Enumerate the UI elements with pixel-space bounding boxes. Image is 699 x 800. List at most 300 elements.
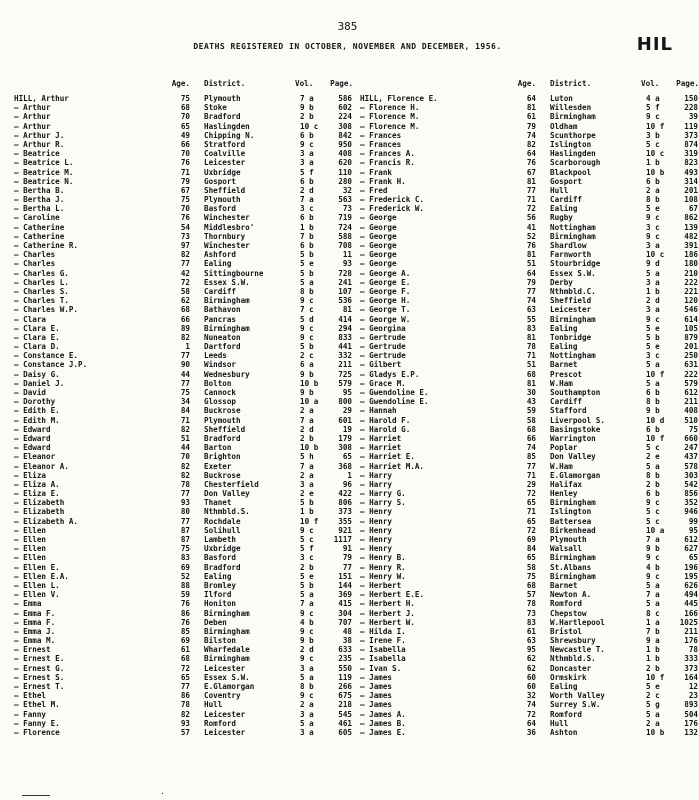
entry-district: Leicester (204, 663, 246, 673)
entry-vol: 5 a (646, 268, 660, 278)
entry-district: Romford (204, 718, 237, 728)
entry-page: 224 (338, 112, 352, 122)
entry-name: — Harriet E. (360, 452, 415, 462)
entry-age: 89 (180, 323, 190, 333)
entry-page: 164 (684, 672, 698, 682)
entry-page: 441 (338, 342, 352, 352)
entry-district: Islington (550, 507, 592, 517)
entry-page: 612 (684, 388, 698, 397)
entry-age: 74 (526, 700, 536, 710)
entry-vol: 5 b (300, 342, 314, 352)
entry-name: — Charles (14, 259, 56, 269)
entry-name: — Bertha J. (14, 195, 65, 205)
entry-vol: 2 b (646, 663, 660, 673)
entry-page: 563 (338, 195, 352, 205)
entry-page: 504 (684, 709, 698, 719)
entry-name: — George F. (360, 286, 411, 296)
entry-page: 222 (684, 369, 698, 379)
entry-district: Chipping N. (204, 130, 255, 140)
entry-vol: 9 c (646, 213, 660, 223)
entry-page: 81 (342, 305, 352, 315)
entry-page: 65 (688, 553, 698, 563)
entry-page: 614 (684, 314, 698, 324)
entry-vol: 7 a (300, 415, 314, 425)
entry-district: Haslingden (204, 121, 250, 131)
entry-page: 95 (342, 388, 352, 397)
entry-age: 77 (526, 185, 536, 195)
entry-name: — Clara E. (14, 323, 60, 333)
page-header: Page. (330, 79, 353, 88)
entry-vol: 9 c (300, 525, 314, 535)
entry-name: HILL, Arthur (14, 94, 69, 103)
entry-vol: 3 a (300, 663, 314, 673)
entry-vol: 10 b (300, 378, 319, 388)
entry-district: W.Hartlepool (550, 617, 605, 627)
entry-district: Birmingham (204, 608, 250, 618)
entry-district: Thornbury (204, 231, 246, 241)
entry-district: Nottingham (550, 351, 596, 361)
entry-vol: 5 c (646, 443, 660, 453)
entry-name: — Charles S. (14, 286, 69, 296)
entry-age: 77 (180, 351, 190, 361)
entry-age: 64 (526, 718, 536, 728)
entry-vol: 9 c (300, 332, 314, 342)
entry-page: 862 (684, 213, 698, 223)
entry-vol: 2 b (300, 433, 314, 443)
entry-vol: 9 c (646, 571, 660, 581)
entry-name: — Fanny (14, 709, 47, 719)
entry-name: — Gertrude (360, 342, 406, 352)
entry-age: 30 (526, 388, 536, 397)
entry-age: 60 (526, 682, 536, 691)
entry-page: 422 (338, 489, 352, 499)
entry-district: Luton (550, 94, 573, 103)
entry-page: 602 (338, 103, 352, 113)
entry-page: 626 (684, 580, 698, 590)
entry-district: Leicester (204, 709, 246, 719)
entry-page: 105 (684, 323, 698, 333)
entry-page: 631 (684, 360, 698, 370)
entry-page: 415 (338, 599, 352, 609)
entry-district: Coalville (204, 149, 246, 159)
entry-district: Farnworth (550, 250, 592, 260)
entry-name: — Arthur (14, 103, 51, 113)
entry-page: 536 (338, 296, 352, 306)
entry-age: 71 (526, 195, 536, 205)
entry-name: — George E. (360, 277, 411, 287)
entry-district: Bolton (204, 378, 232, 388)
entry-age: 58 (180, 286, 190, 296)
entry-name: — Ellen (14, 544, 47, 554)
entry-name: — Daniel J. (14, 378, 65, 388)
entry-vol: 2 d (300, 424, 314, 434)
entry-page: 391 (684, 241, 698, 250)
entry-name: — Harriet M.A. (360, 461, 425, 471)
entry-name: — Herbert J. (360, 608, 415, 618)
entry-page: 579 (684, 378, 698, 388)
entry-district: Buckrose (204, 406, 241, 416)
entry-district: Middlesbro' (204, 222, 255, 232)
entry-age: 59 (180, 590, 190, 600)
entry-age: 68 (526, 369, 536, 379)
entry-age: 51 (180, 433, 190, 443)
entry-vol: 7 a (300, 599, 314, 609)
entry-district: Barnet (550, 360, 578, 370)
entry-age: 70 (180, 112, 190, 122)
entry-vol: 10 a (300, 397, 319, 407)
entry-age: 65 (180, 121, 190, 131)
entry-name: — Eleanor A. (14, 461, 69, 471)
entry-name: — Henry (360, 507, 393, 517)
district-header: District. (550, 79, 592, 88)
entry-district: Nthmbld.C. (550, 286, 596, 296)
entry-page: 950 (338, 139, 352, 149)
entry-district: Doncaster (550, 663, 592, 673)
entry-age: 43 (526, 397, 536, 407)
entry-age: 77 (180, 378, 190, 388)
entry-district: Bristol (550, 626, 583, 636)
entry-district: Birmingham (204, 626, 250, 636)
entry-age: 76 (180, 213, 190, 223)
entry-name: — Bertha B. (14, 185, 65, 195)
entry-age: 71 (180, 167, 190, 177)
entry-name: — Harry G. (360, 489, 406, 499)
entry-vol: 1 b (646, 158, 660, 168)
entry-district: Birmingham (550, 553, 596, 563)
entry-page: 32 (342, 185, 352, 195)
entry-name: — Frances (360, 139, 402, 149)
entry-vol: 8 b (300, 286, 314, 296)
entry-vol: 1 b (646, 286, 660, 296)
entry-vol: 9 c (300, 691, 314, 701)
entry-age: 83 (180, 553, 190, 563)
page-number: 385 (337, 20, 358, 33)
entry-district: Romford (550, 599, 583, 609)
entry-district: Ormskirk (550, 672, 587, 682)
entry-page: 108 (684, 195, 698, 205)
entry-age: 71 (526, 470, 536, 480)
entry-page: 823 (684, 158, 698, 168)
entry-district: Leicester (550, 305, 592, 315)
entry-age: 72 (180, 277, 190, 287)
entry-name: — Clara (14, 314, 47, 324)
entry-district: Hull (550, 718, 569, 728)
entry-page: 833 (338, 332, 352, 342)
entry-page: 627 (684, 544, 698, 554)
entry-vol: 9 b (300, 103, 314, 113)
entry-age: 66 (180, 139, 190, 149)
entry-vol: 2 d (646, 296, 660, 306)
entry-vol: 7 a (300, 195, 314, 205)
entry-name: — Ernest S. (14, 672, 65, 682)
entry-district: Nthmbld.S. (204, 507, 250, 517)
entry-page: 550 (338, 663, 352, 673)
entry-name: — Frances A. (360, 149, 415, 159)
entry-district: Exeter (204, 461, 232, 471)
entry-district: Birmingham (550, 112, 596, 122)
entry-vol: 9 c (300, 608, 314, 618)
entry-page: 222 (684, 277, 698, 287)
entry-age: 79 (180, 176, 190, 186)
entry-page: 373 (338, 507, 352, 517)
entry-district: Deben (204, 617, 227, 627)
entry-vol: 5 a (646, 599, 660, 609)
entry-page: 586 (338, 94, 352, 103)
entry-age: 34 (180, 397, 190, 407)
entry-age: 72 (526, 709, 536, 719)
entry-name: — Edith E. (14, 406, 60, 416)
entry-age: 57 (526, 590, 536, 600)
entry-vol: 5 d (300, 314, 314, 324)
entry-age: 58 (526, 415, 536, 425)
entry-vol: 7 a (646, 535, 660, 544)
entry-vol: 9 c (300, 139, 314, 149)
entry-district: Stafford (550, 406, 587, 416)
entry-name: — Gwendoline E. (360, 397, 429, 407)
entry-district: Pancras (204, 314, 237, 324)
entry-page: 195 (684, 571, 698, 581)
entry-vol: 3 a (300, 709, 314, 719)
entry-age: 82 (180, 470, 190, 480)
entry-page: 12 (688, 682, 698, 691)
entry-vol: 5 a (646, 709, 660, 719)
entry-name: — George (360, 222, 397, 232)
entry-page: 579 (338, 378, 352, 388)
entry-district: Liverpool S. (550, 415, 605, 425)
entry-name: — Bertha L. (14, 204, 65, 214)
entry-district: Derby (550, 277, 573, 287)
entry-page: 660 (684, 433, 698, 443)
entry-name: — Henry R. (360, 562, 406, 572)
entry-page: 333 (684, 654, 698, 664)
entry-vol: 1 b (300, 507, 314, 517)
entry-age: 70 (180, 204, 190, 214)
entry-name: — Frank H. (360, 176, 406, 186)
entry-page: 921 (338, 525, 352, 535)
entry-vol: 3 c (646, 222, 660, 232)
entry-age: 29 (526, 479, 536, 489)
entry-district: Essex S.W. (204, 277, 250, 287)
entry-name: — Harriet (360, 433, 402, 443)
entry-name: — Emma F. (14, 617, 56, 627)
entry-name: — David (14, 388, 47, 397)
entry-vol: 2 b (646, 479, 660, 489)
vol-header: Vol. (641, 79, 660, 88)
entry-age: 87 (180, 525, 190, 535)
entry-page: 874 (684, 139, 698, 149)
entry-age: 85 (526, 452, 536, 462)
entry-page: 119 (338, 672, 352, 682)
entry-age: 1 (185, 342, 190, 352)
entry-age: 75 (180, 388, 190, 397)
entry-age: 51 (526, 259, 536, 269)
entry-page: 201 (684, 185, 698, 195)
entry-page: 38 (342, 636, 352, 646)
entry-page: 800 (338, 397, 352, 407)
entry-page: 445 (684, 599, 698, 609)
entry-vol: 5 c (646, 139, 660, 149)
entry-vol: 5 e (300, 259, 314, 269)
entry-name: — Beatrice N. (14, 176, 74, 186)
entry-age: 63 (526, 305, 536, 315)
entry-age: 82 (180, 709, 190, 719)
entry-district: Gosport (204, 176, 237, 186)
entry-name: — Catherine R. (14, 241, 79, 250)
entry-district: Dartford (204, 342, 241, 352)
entry-age: 58 (526, 562, 536, 572)
entry-district: Bilston (204, 636, 237, 646)
entry-vol: 2 c (646, 691, 660, 701)
entry-age: 64 (526, 149, 536, 159)
entry-page: 601 (338, 415, 352, 425)
entry-page: 728 (338, 268, 352, 278)
entry-age: 62 (526, 663, 536, 673)
entry-name: — Hilda I. (360, 626, 406, 636)
entry-page: 724 (338, 222, 352, 232)
entry-age: 69 (526, 535, 536, 544)
entry-district: Sittingbourne (204, 268, 264, 278)
entry-district: Lambeth (204, 535, 237, 544)
entry-age: 76 (526, 241, 536, 250)
age-header: Age. (517, 79, 536, 88)
entry-name: — James A. (360, 709, 406, 719)
entry-age: 81 (526, 176, 536, 186)
entry-name: — James (360, 672, 393, 682)
entry-name: — Charles G. (14, 268, 69, 278)
entry-page: 186 (684, 250, 698, 260)
entry-age: 93 (180, 718, 190, 728)
entry-district: Basford (204, 204, 237, 214)
entry-age: 79 (526, 277, 536, 287)
entry-age: 36 (526, 727, 536, 737)
entry-page: 218 (338, 700, 352, 710)
entry-name: — Henry (360, 544, 393, 554)
entry-name: — Elizabeth A. (14, 516, 79, 526)
entry-name: — Herbert E.E. (360, 590, 425, 600)
entry-age: 70 (180, 149, 190, 159)
entry-name: — George H. (360, 296, 411, 306)
entry-vol: 2 d (300, 185, 314, 195)
entry-page: 494 (684, 590, 698, 600)
entry-page: 304 (338, 608, 352, 618)
entry-vol: 10 d (646, 415, 665, 425)
entry-district: Ealing (204, 259, 232, 269)
entry-vol: 9 c (300, 323, 314, 333)
entry-vol: 10 a (646, 525, 665, 535)
entry-district: Coventry (204, 691, 241, 701)
entry-vol: 6 b (646, 176, 660, 186)
entry-age: 81 (526, 378, 536, 388)
entry-district: Ealing (550, 323, 578, 333)
entry-name: — Ellen L. (14, 580, 60, 590)
entry-district: St.Albans (550, 562, 592, 572)
entry-age: 65 (526, 516, 536, 526)
entry-vol: 3 b (646, 130, 660, 140)
entry-district: Gosport (550, 176, 583, 186)
entry-district: Ealing (204, 571, 232, 581)
entry-district: Scunthorpe (550, 130, 596, 140)
entry-district: Bathavon (204, 305, 241, 315)
entry-district: Essex S.W. (204, 672, 250, 682)
entry-age: 77 (180, 259, 190, 269)
entry-name: — Ellen (14, 553, 47, 563)
entry-district: Rochdale (204, 516, 241, 526)
entry-district: Halifax (550, 479, 583, 489)
entry-age: 90 (180, 360, 190, 370)
entry-vol: 3 a (646, 277, 660, 287)
entry-vol: 10 f (646, 369, 665, 379)
footer-rule (22, 795, 50, 796)
entry-district: Uxbridge (204, 167, 241, 177)
entry-age: 61 (526, 112, 536, 122)
entry-vol: 9 c (646, 112, 660, 122)
entry-vol: 5 c (646, 507, 660, 517)
entry-district: Basingstoke (550, 424, 601, 434)
entry-vol: 2 b (300, 112, 314, 122)
entry-district: Thanet (204, 498, 232, 508)
footer-mark: · (160, 789, 165, 798)
entry-age: 68 (180, 305, 190, 315)
entry-page: 96 (342, 479, 352, 489)
entry-name: — Clara E. (14, 332, 60, 342)
entry-page: 247 (684, 443, 698, 453)
entry-name: — Gwendoline E. (360, 388, 429, 397)
entry-name: — Gladys E.P. (360, 369, 420, 379)
entry-age: 82 (526, 139, 536, 149)
entry-age: 82 (180, 461, 190, 471)
entry-district: W.Ham (550, 378, 573, 388)
entry-district: Newcastle T. (550, 645, 605, 655)
entry-district: Poplar (550, 443, 578, 453)
entry-name: — Ethel M. (14, 700, 60, 710)
entry-age: 44 (180, 369, 190, 379)
entry-vol: 10 c (646, 250, 665, 260)
entry-vol: 10 f (646, 672, 665, 682)
entry-page: 110 (338, 167, 352, 177)
entry-age: 77 (180, 516, 190, 526)
entry-name: — George (360, 250, 397, 260)
entry-age: 93 (180, 498, 190, 508)
entry-district: Essex S.W. (550, 268, 596, 278)
entry-age: 64 (526, 94, 536, 103)
entry-age: 62 (180, 296, 190, 306)
entry-district: Winchester (204, 213, 250, 223)
entry-age: 73 (180, 231, 190, 241)
entry-vol: 8 b (646, 397, 660, 407)
entry-page: 408 (684, 406, 698, 416)
entry-name: — George (360, 231, 397, 241)
entry-name: — Eliza A. (14, 479, 60, 489)
entry-age: 42 (180, 268, 190, 278)
entry-vol: 8 b (646, 195, 660, 205)
entry-age: 71 (526, 507, 536, 517)
entry-district: Ashton (550, 727, 578, 737)
entry-page: 39 (688, 112, 698, 122)
entry-vol: 8 b (300, 682, 314, 691)
entry-vol: 4 b (300, 617, 314, 627)
entry-age: 77 (526, 461, 536, 471)
entry-age: 69 (180, 636, 190, 646)
entry-district: Glossop (204, 397, 237, 407)
entry-name: — Dorothy (14, 397, 56, 407)
entry-vol: 3 a (300, 158, 314, 168)
entry-name: — Arthur (14, 121, 51, 131)
entry-name: — Frances (360, 130, 402, 140)
entry-page: 408 (338, 149, 352, 159)
entry-district: Stoke (204, 103, 227, 113)
entry-vol: 3 a (300, 479, 314, 489)
entry-vol: 3 c (300, 553, 314, 563)
